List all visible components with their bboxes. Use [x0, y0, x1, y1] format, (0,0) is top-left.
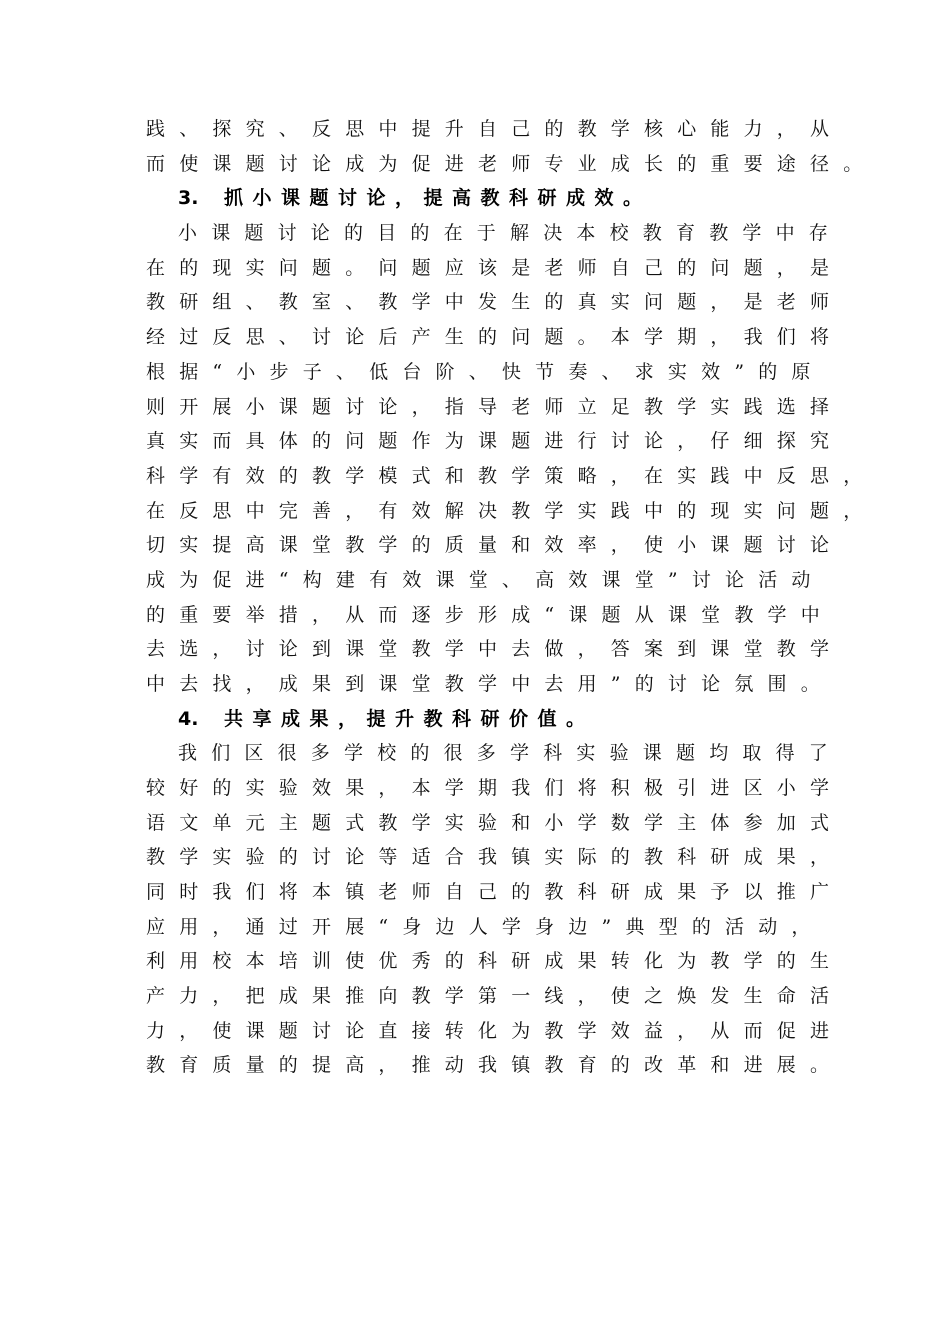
- paragraph-line: 践、探究、反思中提升自己的教学核心能力，从: [146, 118, 844, 140]
- paragraph-line: 成为促进“构建有效课堂、高效课堂”讨论活动: [146, 569, 825, 591]
- paragraph-line: 语文单元主题式教学实验和小学数学主体参加式: [146, 812, 844, 834]
- paragraph-line: 教研组、教室、教学中发生的真实问题，是老师: [146, 291, 844, 313]
- paragraph-line: 力，使课题讨论直接转化为教学效益，从而促进: [146, 1020, 844, 1042]
- paragraph-line: 中去找，成果到课堂教学中去用”的讨论氛围。: [146, 673, 834, 695]
- paragraph-line: 教学实验的讨论等适合我镇实际的教科研成果，: [146, 846, 844, 868]
- paragraph-line: 同时我们将本镇老师自己的教科研成果予以推广: [146, 881, 844, 903]
- heading-text: 抓小课题讨论，提高教科研成效。: [224, 187, 652, 209]
- paragraph-line: 而使课题讨论成为促进老师专业成长的重要途径。: [146, 153, 877, 175]
- paragraph-line: 产力，把成果推向教学第一线，使之焕发生命活: [146, 985, 844, 1007]
- paragraph-line: 利用校本培训使优秀的科研成果转化为教学的生: [146, 950, 844, 972]
- paragraph-line: 小课题讨论的目的在于解决本校教育教学中存: [178, 222, 843, 244]
- heading-text: 共享成果，提升教科研价值。: [224, 708, 595, 730]
- paragraph-line: 较好的实验效果，本学期我们将积极引进区小学: [146, 777, 844, 799]
- paragraph-line: 在反思中完善，有效解决教学实践中的现实问题，: [146, 500, 877, 522]
- paragraph-line: 经过反思、讨论后产生的问题。本学期，我们将: [146, 326, 844, 348]
- heading-number: 4.: [178, 708, 199, 730]
- heading-number: 3.: [178, 187, 199, 209]
- paragraph-line: 我们区很多学校的很多学科实验课题均取得了: [178, 742, 843, 764]
- paragraph-line: 切实提高课堂教学的质量和效率，使小课题讨论: [146, 534, 844, 556]
- paragraph-line: 的重要举措，从而逐步形成“课题从课堂教学中: [146, 604, 834, 626]
- paragraph-line: 教育质量的提高，推动我镇教育的改革和进展。: [146, 1054, 844, 1076]
- paragraph-line: 科学有效的教学模式和教学策略，在实践中反思，: [146, 465, 877, 487]
- paragraph-line: 在的现实问题。问题应该是老师自己的问题，是: [146, 257, 844, 279]
- paragraph-line: 真实而具体的问题作为课题进行讨论，仔细探究: [146, 430, 844, 452]
- paragraph-line: 应用，通过开展“身边人学身边”典型的活动，: [146, 916, 825, 938]
- paragraph-line: 则开展小课题讨论，指导老师立足教学实践选择: [146, 396, 844, 418]
- paragraph-line: 根据“小步子、低台阶、快节奏、求实效”的原: [146, 361, 825, 383]
- section-heading-3: [178, 183, 652, 213]
- paragraph-line: 去选，讨论到课堂教学中去做，答案到课堂教学: [146, 638, 844, 660]
- section-heading-4: [178, 704, 595, 734]
